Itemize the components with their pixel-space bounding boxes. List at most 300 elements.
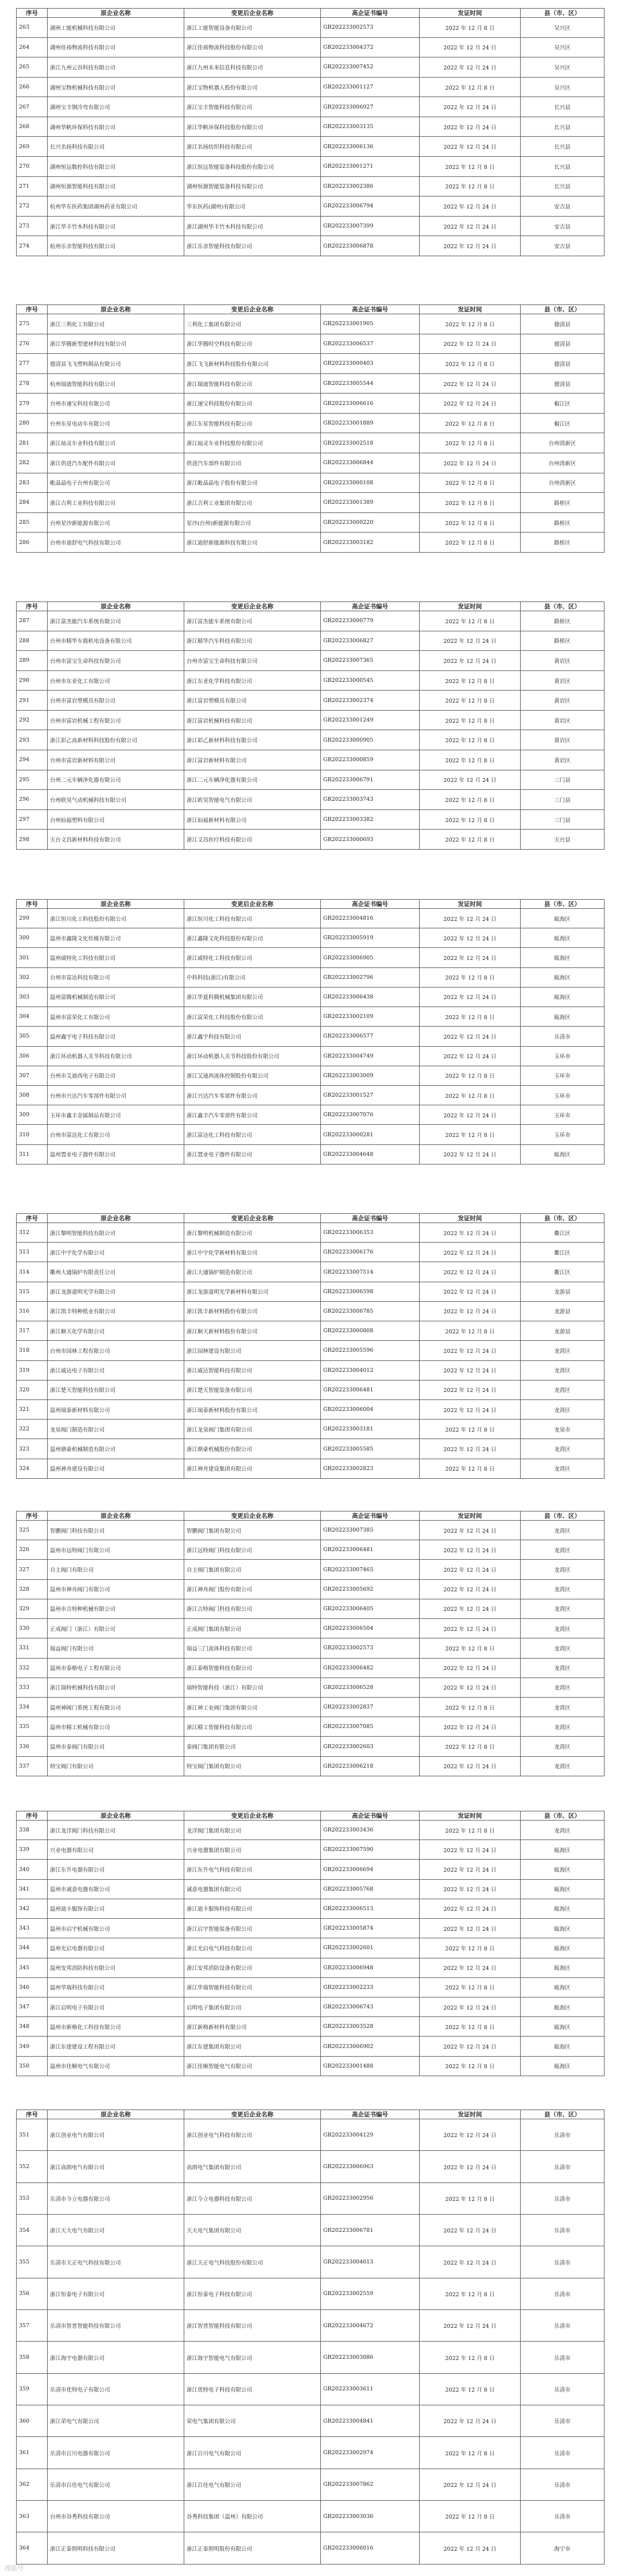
cell-original-name: 台州星沙新能源有限公司 [48, 512, 184, 533]
cell-original-name: 乐清市今立电器有限公司 [48, 2182, 184, 2214]
cell-original-name: 正成阀门（浙江）有限公司 [48, 1619, 184, 1638]
cell-original-name: 浙江高朗电气有限公司 [48, 2151, 184, 2182]
cell-district: 瓯海区 [521, 1879, 604, 1899]
cell-issue-date: 2022 年 12 月 24 日 [420, 1958, 521, 1977]
cell-issue-date: 2022 年 12 月 24 日 [420, 1860, 521, 1879]
cell-issue-date: 2022 年 12 月 24 日 [420, 1579, 521, 1599]
table-block [16, 1511, 604, 1776]
cell-serial: 270 [17, 157, 48, 177]
table-row [17, 1599, 604, 1618]
table-row [17, 2056, 604, 2076]
cell-certificate-no: GR202233007514 [321, 1262, 420, 1282]
cell-certificate-no: GR202233003036 [321, 2501, 420, 2532]
cell-issue-date: 2022 年 12 月 8 日 [420, 1459, 521, 1478]
cell-issue-date: 2022 年 12 月 8 日 [420, 691, 521, 711]
table-row [17, 790, 604, 810]
cell-certificate-no: GR202233005585 [321, 1439, 420, 1459]
cell-issue-date: 2022 年 12 月 24 日 [420, 1360, 521, 1380]
cell-serial: 292 [17, 710, 48, 730]
cell-issue-date: 2022 年 12 月 24 日 [420, 1223, 521, 1243]
cell-original-name: 台州欧昊气动机械科技有限公司 [48, 790, 184, 810]
cell-issue-date: 2022 年 12 月 8 日 [420, 710, 521, 730]
cell-serial: 308 [17, 1085, 48, 1105]
cell-serial: 320 [17, 1380, 48, 1399]
cell-new-name: 浙江优特电子科技有限公司 [184, 2373, 321, 2405]
table-row [17, 1380, 604, 1399]
watermark: 搜狐号 [5, 2565, 24, 2572]
table-row [17, 691, 604, 711]
cell-issue-date: 2022 年 12 月 24 日 [420, 2532, 521, 2565]
cell-district: 瓯海区 [521, 1144, 604, 1164]
cell-new-name: 中科科技(浙江)有限公司 [184, 967, 321, 987]
cell-serial: 282 [17, 453, 48, 473]
column-header: 变更后企业名称 [184, 1214, 321, 1223]
cell-issue-date: 2022 年 12 月 24 日 [420, 1997, 521, 2016]
cell-new-name: 浙江恒川化工科技有限公司 [184, 909, 321, 928]
table-row [17, 2017, 604, 2037]
column-header: 原企业名称 [48, 2110, 184, 2119]
cell-issue-date: 2022 年 12 月 24 日 [420, 2151, 521, 2182]
table-row [17, 1899, 604, 1918]
column-header: 原企业名称 [48, 1811, 184, 1821]
cell-issue-date: 2022 年 12 月 8 日 [420, 1938, 521, 1958]
cell-district: 衢江区 [521, 1243, 604, 1262]
cell-district: 长兴县 [521, 137, 604, 157]
cell-district: 龙湾区 [521, 1540, 604, 1560]
cell-serial: 333 [17, 1678, 48, 1697]
cell-serial: 344 [17, 1938, 48, 1958]
table-row [17, 1879, 604, 1899]
cell-serial: 316 [17, 1301, 48, 1321]
cell-district: 龙湾区 [521, 1697, 604, 1717]
cell-original-name: 温州富腾机械制造有限公司 [48, 987, 184, 1007]
cell-issue-date: 2022 年 12 月 8 日 [420, 18, 521, 38]
table-row [17, 1085, 604, 1105]
table-row [17, 1066, 604, 1085]
cell-serial: 327 [17, 1560, 48, 1579]
cell-district: 乐清市 [521, 2310, 604, 2342]
cell-certificate-no: GR202233003086 [321, 2342, 420, 2373]
table-row [17, 413, 604, 433]
cell-district: 台州湾新区 [521, 433, 604, 453]
table-header-row [17, 1511, 604, 1521]
cell-certificate-no: GR202233003743 [321, 790, 420, 810]
cell-certificate-no: GR202233000281 [321, 1125, 420, 1144]
cell-serial: 285 [17, 512, 48, 533]
cell-district: 衢江区 [521, 1223, 604, 1243]
cell-original-name: 浙江荣电气有限公司 [48, 2405, 184, 2437]
table-row [17, 473, 604, 493]
cell-district: 椒江区 [521, 394, 604, 414]
cell-issue-date: 2022 年 12 月 24 日 [420, 1243, 521, 1262]
cell-certificate-no: GR202233006438 [321, 987, 420, 1007]
certificate-table [16, 8, 604, 256]
cell-new-name: 星沙(台州)新能源有限公司 [184, 512, 321, 533]
column-header: 序号 [17, 1214, 48, 1223]
cell-district: 路桥区 [521, 631, 604, 651]
cell-new-name: 浙江光启电气科技有限公司 [184, 1938, 321, 1958]
cell-original-name: 浙江供进汽车配件有限公司 [48, 453, 184, 473]
cell-district: 天台县 [521, 830, 604, 850]
cell-new-name: 华东医药(湖州)有限公司 [184, 196, 321, 217]
cell-issue-date: 2022 年 12 月 8 日 [420, 493, 521, 513]
cell-original-name: 台州二元车辆净化器有限公司 [48, 770, 184, 790]
cell-original-name: 台州市园林工程有限公司 [48, 1341, 184, 1360]
cell-original-name: 浙江三利化工有限公司 [48, 314, 184, 334]
cell-certificate-no: GR202233001488 [321, 2056, 420, 2076]
column-header: 县（市、区） [521, 1811, 604, 1821]
cell-issue-date: 2022 年 12 月 8 日 [420, 1321, 521, 1341]
cell-new-name: 浙江启宇智能装备有限公司 [184, 1919, 321, 1938]
cell-certificate-no: GR202233006844 [321, 453, 420, 473]
cell-district: 海宁市 [521, 2532, 604, 2565]
cell-new-name: 浙江鑫宇科技有限公司 [184, 1027, 321, 1046]
cell-serial: 358 [17, 2342, 48, 2373]
table-row [17, 236, 604, 256]
table-row [17, 1658, 604, 1678]
table-row [17, 216, 604, 236]
cell-certificate-no: GR202233002823 [321, 1459, 420, 1478]
cell-original-name: 毗晶晶电子台州有限公司 [48, 473, 184, 493]
cell-issue-date: 2022 年 12 月 8 日 [420, 413, 521, 433]
cell-district: 瓯海区 [521, 1840, 604, 1860]
cell-certificate-no: GR202233003436 [321, 1821, 420, 1840]
cell-issue-date: 2022 年 12 月 24 日 [420, 1399, 521, 1419]
cell-issue-date: 2022 年 12 月 24 日 [420, 2119, 521, 2151]
column-header: 变更后企业名称 [184, 2110, 321, 2119]
cell-certificate-no: GR202233002573 [321, 1638, 420, 1658]
cell-serial: 348 [17, 2017, 48, 2037]
cell-district: 吴兴区 [521, 57, 604, 78]
table-row [17, 1840, 604, 1860]
cell-serial: 347 [17, 1997, 48, 2016]
cell-serial: 312 [17, 1223, 48, 1243]
table-row [17, 2215, 604, 2246]
table-block [16, 8, 604, 256]
cell-new-name: 浙江东星智能科技有限公司 [184, 413, 321, 433]
cell-new-name: 浙江华腾时空科技有限公司 [184, 334, 321, 354]
cell-district: 长兴县 [521, 117, 604, 137]
cell-new-name: 泰阀门集团有限公司 [184, 1737, 321, 1756]
cell-issue-date: 2022 年 12 月 8 日 [420, 750, 521, 770]
cell-certificate-no: GR202233000808 [321, 1321, 420, 1341]
cell-new-name: 浙江天正电气科技股份有限公司 [184, 2246, 321, 2278]
cell-district: 吴兴区 [521, 37, 604, 57]
cell-certificate-no: GR202233006482 [321, 1658, 420, 1678]
cell-serial: 362 [17, 2469, 48, 2500]
cell-new-name: 浙江迪卡服饰科技有限公司 [184, 1899, 321, 1918]
cell-serial: 309 [17, 1105, 48, 1125]
cell-new-name: 特宝阀门集团有限公司 [184, 1756, 321, 1776]
cell-original-name: 温州市鑫隆文化传媒有限公司 [48, 928, 184, 948]
cell-issue-date: 2022 年 12 月 8 日 [420, 830, 521, 850]
cell-issue-date: 2022 年 12 月 24 日 [420, 1678, 521, 1697]
cell-new-name: 浙江富岩机械科技有限公司 [184, 710, 321, 730]
cell-original-name: 浙江瑞特机械科技有限公司 [48, 1678, 184, 1697]
table-row [17, 750, 604, 770]
cell-certificate-no: GR202233006927 [321, 97, 420, 117]
cell-certificate-no: GR202233006537 [321, 334, 420, 354]
table-row [17, 533, 604, 553]
cell-issue-date: 2022 年 12 月 8 日 [420, 157, 521, 177]
cell-issue-date: 2022 年 12 月 8 日 [420, 2056, 521, 2076]
table-row [17, 176, 604, 196]
column-header: 县（市、区） [521, 900, 604, 909]
cell-original-name: 温州安邦消防科技有限公司 [48, 1958, 184, 1977]
cell-issue-date: 2022 年 12 月 24 日 [420, 1341, 521, 1360]
cell-district: 瓯海区 [521, 1899, 604, 1918]
cell-original-name: 湖州恒源智能科技有限公司 [48, 176, 184, 196]
table-row [17, 354, 604, 374]
table-header-row [17, 900, 604, 909]
cell-new-name: 浙江瑞泰新材料股份有限公司 [184, 1399, 321, 1419]
cell-serial: 328 [17, 1579, 48, 1599]
cell-new-name: 浙江龙游道明光学新材料有限公司 [184, 1282, 321, 1301]
cell-district: 龙游县 [521, 1301, 604, 1321]
cell-original-name: 温州市泰格电子工程有限公司 [48, 1658, 184, 1678]
table-row [17, 651, 604, 671]
column-header: 序号 [17, 1511, 48, 1521]
table-row [17, 1977, 604, 1997]
cell-new-name: 浙江瑞迪智能科技有限公司 [184, 373, 321, 394]
cell-serial: 353 [17, 2182, 48, 2214]
table-row [17, 2246, 604, 2278]
table-row [17, 1938, 604, 1958]
cell-new-name: 浙江工能智能设备有限公司 [184, 18, 321, 38]
cell-serial: 329 [17, 1599, 48, 1618]
cell-certificate-no: GR202233002518 [321, 433, 420, 453]
table-row [17, 809, 604, 830]
cell-district: 德清县 [521, 373, 604, 394]
cell-new-name: 浙江九州未来信息科技有限公司 [184, 57, 321, 78]
cell-serial: 325 [17, 1521, 48, 1540]
cell-district: 龙泉市 [521, 1420, 604, 1439]
cell-original-name: 湖州佳裕物流科技有限公司 [48, 37, 184, 57]
column-header: 县（市、区） [521, 305, 604, 314]
cell-certificate-no: GR202233002603 [321, 1737, 420, 1756]
cell-district: 椒江区 [521, 413, 604, 433]
cell-original-name: 德清县飞飞塑料制品有限公司 [48, 354, 184, 374]
cell-issue-date: 2022 年 12 月 8 日 [420, 1007, 521, 1027]
cell-issue-date: 2022 年 12 月 8 日 [420, 1638, 521, 1658]
table-row [17, 2278, 604, 2309]
cell-issue-date: 2022 年 12 月 24 日 [420, 770, 521, 790]
cell-district: 三门县 [521, 790, 604, 810]
cell-new-name: 浙江华夏科腾机械集团有限公司 [184, 987, 321, 1007]
column-header: 原企业名称 [48, 602, 184, 611]
cell-certificate-no: GR202233002374 [321, 691, 420, 711]
column-header: 县（市、区） [521, 2110, 604, 2119]
column-header: 县（市、区） [521, 602, 604, 611]
cell-new-name: 浙江湖州华丰竹木科技有限公司 [184, 216, 321, 236]
table-row [17, 196, 604, 217]
table-row [17, 1439, 604, 1459]
cell-serial: 330 [17, 1619, 48, 1638]
cell-original-name: 温州市诚意电器有限公司 [48, 1879, 184, 1899]
cell-issue-date: 2022 年 12 月 24 日 [420, 57, 521, 78]
cell-original-name: 台州市富宝生命科技有限公司 [48, 651, 184, 671]
cell-original-name: 温州鼎豪机械制造有限公司 [48, 1439, 184, 1459]
cell-issue-date: 2022 年 12 月 24 日 [420, 236, 521, 256]
cell-original-name: 浙江顺天化学有限公司 [48, 1321, 184, 1341]
cell-original-name: 浙江灿灵车业科技有限公司 [48, 433, 184, 453]
table-row [17, 1579, 604, 1599]
cell-issue-date: 2022 年 12 月 8 日 [420, 433, 521, 453]
column-header: 原企业名称 [48, 900, 184, 909]
cell-district: 吴兴区 [521, 18, 604, 38]
cell-serial: 272 [17, 196, 48, 217]
table-row [17, 117, 604, 137]
cell-serial: 357 [17, 2310, 48, 2342]
cell-certificate-no: GR202233006504 [321, 1619, 420, 1638]
cell-issue-date: 2022 年 12 月 8 日 [420, 1737, 521, 1756]
cell-original-name: 台州市谷秀科技有限公司 [48, 2501, 184, 2532]
cell-original-name: 瑞益阀门有限公司 [48, 1638, 184, 1658]
cell-certificate-no: GR202233005692 [321, 1579, 420, 1599]
cell-certificate-no: GR202233003611 [321, 2373, 420, 2405]
column-header: 发证时间 [420, 900, 521, 909]
cell-new-name: 供进汽车部件有限公司 [184, 453, 321, 473]
cell-certificate-no: GR202233002109 [321, 1007, 420, 1027]
cell-original-name: 浙江龙洋阀门科技有限公司 [48, 1821, 184, 1840]
cell-issue-date: 2022 年 12 月 24 日 [420, 1899, 521, 1918]
cell-original-name: 台州市艾迪西电子有限公司 [48, 1066, 184, 1085]
cell-district: 玉环市 [521, 1066, 604, 1085]
cell-original-name: 浙江黎明智能科技有限公司 [48, 1223, 184, 1243]
cell-district: 龙湾区 [521, 1619, 604, 1638]
cell-issue-date: 2022 年 12 月 24 日 [420, 97, 521, 117]
cell-new-name: 浙江东升电气科技有限公司 [184, 1860, 321, 1879]
cell-district: 瓯海区 [521, 1958, 604, 1977]
cell-issue-date: 2022 年 12 月 24 日 [420, 216, 521, 236]
cell-original-name: 天台文昌新材料科技有限公司 [48, 830, 184, 850]
cell-certificate-no: GR202233001249 [321, 710, 420, 730]
cell-serial: 306 [17, 1046, 48, 1066]
cell-certificate-no: GR202233001905 [321, 314, 420, 334]
table-row [17, 611, 604, 631]
cell-new-name: 高朗电气集团有限公司 [184, 2151, 321, 2182]
table-row [17, 2373, 604, 2405]
cell-district: 瓯海区 [521, 2017, 604, 2037]
cell-serial: 273 [17, 216, 48, 236]
cell-new-name: 浙江仙福新材料有限公司 [184, 809, 321, 830]
cell-district: 乐清市 [521, 2469, 604, 2500]
cell-new-name: 浙江黎明机械制造有限公司 [184, 1223, 321, 1243]
column-header: 高企证书编号 [321, 9, 420, 18]
cell-serial: 303 [17, 987, 48, 1007]
cell-district: 龙湾区 [521, 1341, 604, 1360]
table-block [16, 899, 604, 1164]
cell-certificate-no: GR202233006513 [321, 1899, 420, 1918]
cell-certificate-no: GR202233006948 [321, 1958, 420, 1977]
table-row [17, 1821, 604, 1840]
cell-original-name: 玉环市鑫丰金属制品有限公司 [48, 1105, 184, 1125]
cell-issue-date: 2022 年 12 月 24 日 [420, 948, 521, 967]
cell-issue-date: 2022 年 12 月 8 日 [420, 354, 521, 374]
cell-issue-date: 2022 年 12 月 24 日 [420, 909, 521, 928]
cell-district: 龙湾区 [521, 1459, 604, 1478]
cell-serial: 319 [17, 1360, 48, 1380]
cell-district: 瓯海区 [521, 2037, 604, 2056]
cell-serial: 356 [17, 2278, 48, 2309]
cell-new-name: 浙江创业电气科技有限公司 [184, 2119, 321, 2151]
cell-original-name: 乐清市智普智能科技有限公司 [48, 2310, 184, 2342]
table-row [17, 1756, 604, 1776]
table-row [17, 1958, 604, 1977]
cell-certificate-no: GR202233006353 [321, 1223, 420, 1243]
cell-district: 长兴县 [521, 176, 604, 196]
cell-district: 路桥区 [521, 493, 604, 513]
cell-serial: 267 [17, 97, 48, 117]
cell-issue-date: 2022 年 12 月 24 日 [420, 987, 521, 1007]
table-row [17, 1737, 604, 1756]
cell-district: 龙湾区 [521, 1399, 604, 1419]
cell-certificate-no: GR202233006791 [321, 770, 420, 790]
table-row [17, 1027, 604, 1046]
cell-serial: 274 [17, 236, 48, 256]
cell-district: 玉环市 [521, 1085, 604, 1105]
cell-certificate-no: GR202233006616 [321, 394, 420, 414]
cell-district: 瓯海区 [521, 948, 604, 967]
cell-certificate-no: GR202233002837 [321, 1697, 420, 1717]
cell-serial: 269 [17, 137, 48, 157]
cell-new-name: 浙江乐余智能科技有限公司 [184, 236, 321, 256]
cell-original-name: 湖州宝物机械科技有限公司 [48, 77, 184, 97]
cell-certificate-no: GR202233006905 [321, 948, 420, 967]
cell-issue-date: 2022 年 12 月 24 日 [420, 1439, 521, 1459]
cell-certificate-no: GR202233006481 [321, 1540, 420, 1560]
cell-original-name: 温州瑞泰新材料有限公司 [48, 1399, 184, 1419]
cell-district: 路桥区 [521, 512, 604, 533]
cell-issue-date: 2022 年 12 月 8 日 [420, 967, 521, 987]
table-row [17, 948, 604, 967]
cell-issue-date: 2022 年 12 月 8 日 [420, 2342, 521, 2373]
cell-district: 路桥区 [521, 533, 604, 553]
cell-district: 龙湾区 [521, 1638, 604, 1658]
table-row [17, 1860, 604, 1879]
cell-serial: 311 [17, 1144, 48, 1164]
cell-original-name: 杭州乐余智能科技有限公司 [48, 236, 184, 256]
cell-new-name: 台州市富宝生命科技有限公司 [184, 651, 321, 671]
cell-serial: 298 [17, 830, 48, 850]
cell-new-name: 浙江环动机器人关节科技股份有限公司 [184, 1046, 321, 1066]
cell-issue-date: 2022 年 12 月 24 日 [420, 334, 521, 354]
cell-certificate-no: GR202233006781 [321, 2215, 420, 2246]
table-row [17, 1420, 604, 1439]
cell-district: 龙湾区 [521, 1599, 604, 1618]
cell-serial: 360 [17, 2405, 48, 2437]
table-row [17, 314, 604, 334]
column-header: 高企证书编号 [321, 602, 420, 611]
cell-certificate-no: GR202233006794 [321, 196, 420, 217]
cell-district: 乐清市 [521, 2119, 604, 2151]
cell-serial: 299 [17, 909, 48, 928]
cell-certificate-no: GR202233006963 [321, 2151, 420, 2182]
cell-serial: 290 [17, 670, 48, 691]
table-row [17, 928, 604, 948]
table-header-row [17, 1811, 604, 1821]
cell-district: 龙湾区 [521, 1756, 604, 1776]
cell-new-name: 浙江富岩新材料有限公司 [184, 750, 321, 770]
cell-original-name: 台州市富达化工有限公司 [48, 1125, 184, 1144]
column-header: 发证时间 [420, 1511, 521, 1521]
table-row [17, 1007, 604, 1027]
cell-district: 德清县 [521, 314, 604, 334]
cell-issue-date: 2022 年 12 月 24 日 [420, 373, 521, 394]
cell-original-name: 温州威特化工科技有限公司 [48, 948, 184, 967]
cell-new-name: 浙江灿灵车业科技股份有限公司 [184, 433, 321, 453]
cell-certificate-no: GR202233002573 [321, 18, 420, 38]
